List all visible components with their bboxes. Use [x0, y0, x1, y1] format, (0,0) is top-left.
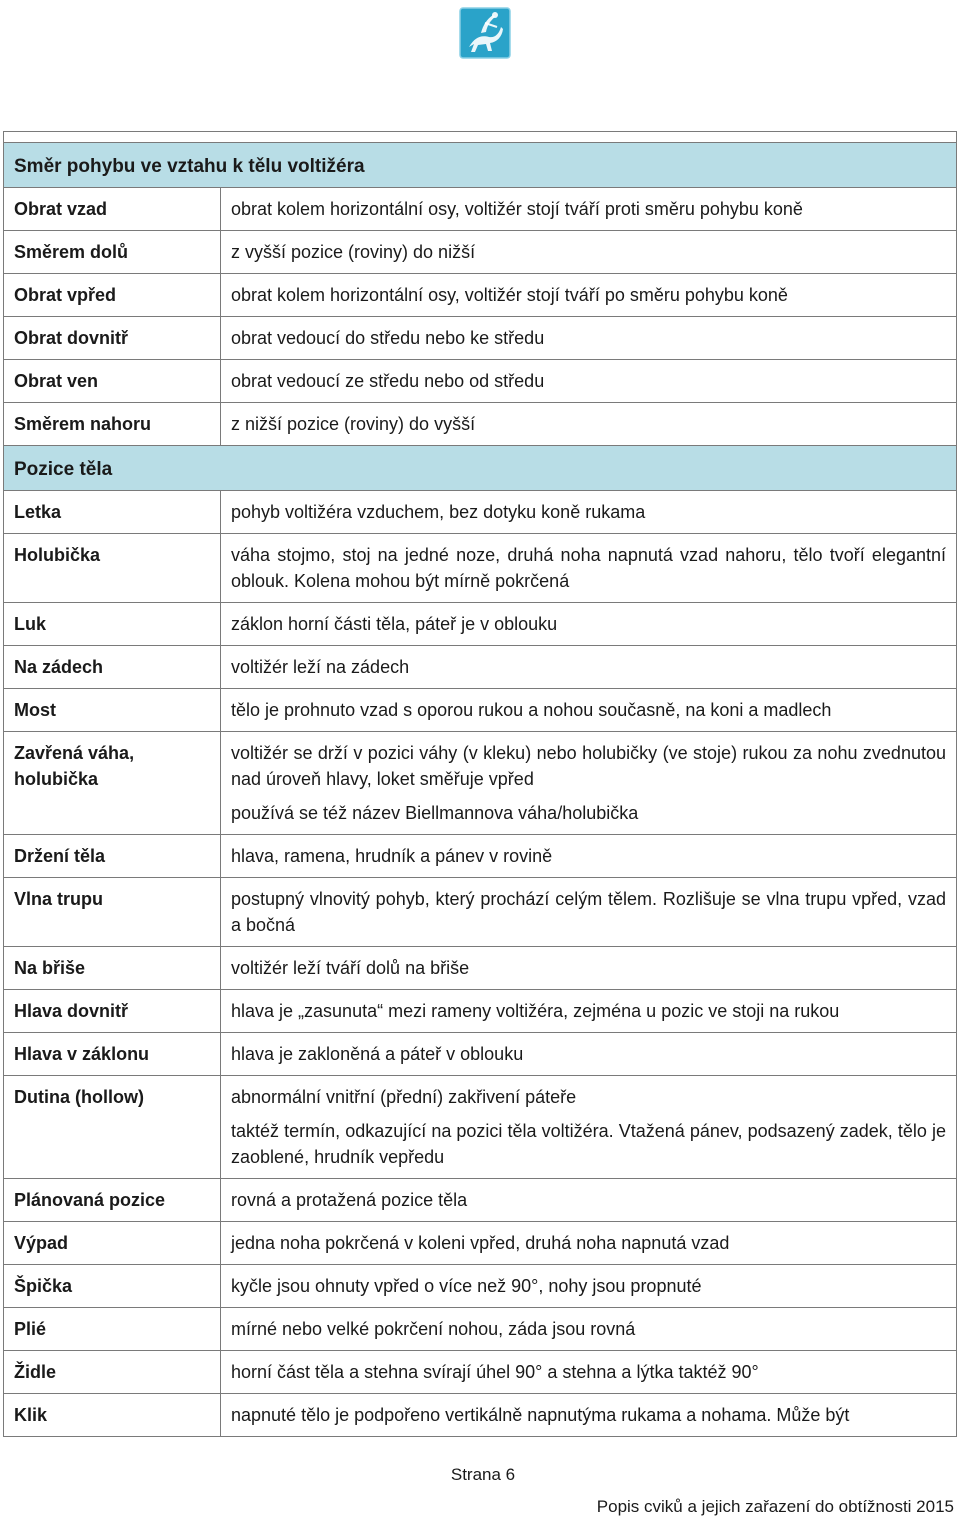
term-cell: Luk — [4, 603, 221, 646]
table-row — [4, 646, 957, 689]
table-row — [4, 1076, 957, 1179]
term-cell: Most — [4, 689, 221, 732]
term-cell: Plánovaná pozice — [4, 1179, 221, 1222]
table-row — [4, 1308, 957, 1351]
table-row — [4, 360, 957, 403]
table-row — [4, 231, 957, 274]
description-cell — [221, 534, 957, 603]
description-cell — [221, 947, 957, 990]
description-text: abnormální vnitřní (přední) zakřivení páteře — [231, 1087, 577, 1107]
description-cell — [221, 1265, 957, 1308]
table-row — [4, 603, 957, 646]
description-text: obrat vedoucí ze středu nebo od středu — [231, 371, 545, 391]
glossary-table — [3, 131, 957, 1437]
term-cell: Špička — [4, 1265, 221, 1308]
description-text: z nižší pozice (roviny) do vyšší — [231, 414, 476, 434]
description-cell — [221, 1179, 957, 1222]
table-row — [4, 317, 957, 360]
page-number: Strana 6 — [450, 1465, 516, 1484]
table-row — [4, 1394, 957, 1437]
section-title: Pozice těla — [4, 446, 957, 491]
term-cell: Na zádech — [4, 646, 221, 689]
term-cell: Na břiše — [4, 947, 221, 990]
table-row — [4, 732, 957, 835]
description-text: hlava, ramena, hrudník a pánev v rovině — [231, 846, 553, 866]
description-cell — [221, 990, 957, 1033]
description-cell — [221, 317, 957, 360]
description-text: obrat kolem horizontální osy, voltižér stojí tváří proti směru pohybu koně — [231, 199, 803, 219]
description-text: z vyšší pozice (roviny) do nižší — [231, 242, 476, 262]
description-text: mírné nebo velké pokrčení nohou, záda jsou rovná — [231, 1319, 636, 1339]
term-cell: Obrat dovnitř — [4, 317, 221, 360]
description-cell — [221, 878, 957, 947]
term-cell: Letka — [4, 491, 221, 534]
table-row — [4, 274, 957, 317]
term-cell: Židle — [4, 1351, 221, 1394]
table-row — [4, 990, 957, 1033]
spacer-cell — [4, 132, 957, 143]
table-row — [4, 188, 957, 231]
section-header-row — [4, 143, 957, 188]
description-text: hlava je „zasunuta“ mezi rameny voltižéra, zejména u pozic ve stoji na rukou — [231, 1001, 840, 1021]
description-cell — [221, 646, 957, 689]
section-header-row — [4, 446, 957, 491]
description-text: voltižér leží tváří dolů na břiše — [231, 958, 470, 978]
term-cell: Obrat vzad — [4, 188, 221, 231]
description-cell — [221, 1222, 957, 1265]
description-text: voltižér se drží v pozici váhy (v kleku) nebo holubičky (ve stoje) rukou za nohu zvednutou nad úroveň hlavy, loket směřuje vpřed — [231, 743, 946, 789]
description-text: pohyb voltižéra vzduchem, bez dotyku koně rukama — [231, 502, 646, 522]
term-cell: Obrat vpřed — [4, 274, 221, 317]
description-text: voltižér leží na zádech — [231, 657, 410, 677]
table-row — [4, 1179, 957, 1222]
table-row — [4, 835, 957, 878]
section-title: Směr pohybu ve vztahu k tělu voltižéra — [4, 143, 957, 188]
description-cell — [221, 1351, 957, 1394]
table-row — [4, 1222, 957, 1265]
description-note: používá se též název Biellmannova váha/holubička — [231, 803, 639, 823]
term-cell: Vlna trupu — [4, 878, 221, 947]
table-row — [4, 491, 957, 534]
table-row — [4, 689, 957, 732]
table-row — [4, 947, 957, 990]
description-text: hlava je zakloněná a páteř v oblouku — [231, 1044, 524, 1064]
description-text: napnuté tělo je podpořeno vertikálně napnutýma rukama a nohama. Může být — [231, 1405, 850, 1425]
term-cell: Držení těla — [4, 835, 221, 878]
description-text: horní část těla a stehna svírají úhel 90° a stehna a lýtka taktéž 90° — [231, 1362, 759, 1382]
description-note: taktéž termín, odkazující na pozici těla voltižéra. Vtažená pánev, podsazený zadek, tělo je zaoblené, hrudník vepředu — [231, 1121, 946, 1167]
description-text: postupný vlnovitý pohyb, který prochází celým tělem. Rozlišuje se vlna trupu vpřed, vzad a bočná — [231, 889, 946, 935]
description-cell — [221, 603, 957, 646]
description-cell — [221, 1076, 957, 1179]
term-cell: Obrat ven — [4, 360, 221, 403]
table-row — [4, 878, 957, 947]
description-text: obrat kolem horizontální osy, voltižér stojí tváří po směru pohybu koně — [231, 285, 788, 305]
description-cell — [221, 231, 957, 274]
description-cell — [221, 188, 957, 231]
term-cell: Hlava dovnitř — [4, 990, 221, 1033]
spacer-row — [4, 132, 957, 143]
description-text: váha stojmo, stoj na jedné noze, druhá noha napnutá vzad nahoru, tělo tvoří elegantní oblouk. Kolena mohou být mírně pokrčená — [231, 545, 946, 591]
description-cell — [221, 835, 957, 878]
description-text: obrat vedoucí do středu nebo ke středu — [231, 328, 545, 348]
description-cell — [221, 274, 957, 317]
term-cell: Klik — [4, 1394, 221, 1437]
description-text: rovná a protažená pozice těla — [231, 1190, 468, 1210]
term-cell: Výpad — [4, 1222, 221, 1265]
document-title: Popis cviků a jejich zařazení do obtížnosti 2015 — [596, 1497, 954, 1516]
table-row — [4, 534, 957, 603]
description-cell — [221, 689, 957, 732]
table-row — [4, 1351, 957, 1394]
term-cell: Dutina (hollow) — [4, 1076, 221, 1179]
vaulting-horse-rider-logo — [459, 7, 511, 59]
table-row — [4, 1033, 957, 1076]
description-text: jedna noha pokrčená v koleni vpřed, druhá noha napnutá vzad — [231, 1233, 730, 1253]
term-cell: Zavřená váha, holubička — [4, 732, 221, 835]
description-cell — [221, 1394, 957, 1437]
description-text: tělo je prohnuto vzad s oporou rukou a nohou současně, na koni a madlech — [231, 700, 832, 720]
term-cell: Plié — [4, 1308, 221, 1351]
term-cell: Holubička — [4, 534, 221, 603]
description-cell — [221, 732, 957, 835]
description-text: kyčle jsou ohnuty vpřed o více než 90°, nohy jsou propnuté — [231, 1276, 702, 1296]
description-text: záklon horní části těla, páteř je v oblouku — [231, 614, 558, 634]
table-row — [4, 1265, 957, 1308]
description-cell — [221, 1308, 957, 1351]
description-cell — [221, 403, 957, 446]
term-cell: Směrem nahoru — [4, 403, 221, 446]
description-cell — [221, 1033, 957, 1076]
term-cell: Hlava v záklonu — [4, 1033, 221, 1076]
description-cell — [221, 360, 957, 403]
term-cell: Směrem dolů — [4, 231, 221, 274]
table-row — [4, 403, 957, 446]
description-cell — [221, 491, 957, 534]
